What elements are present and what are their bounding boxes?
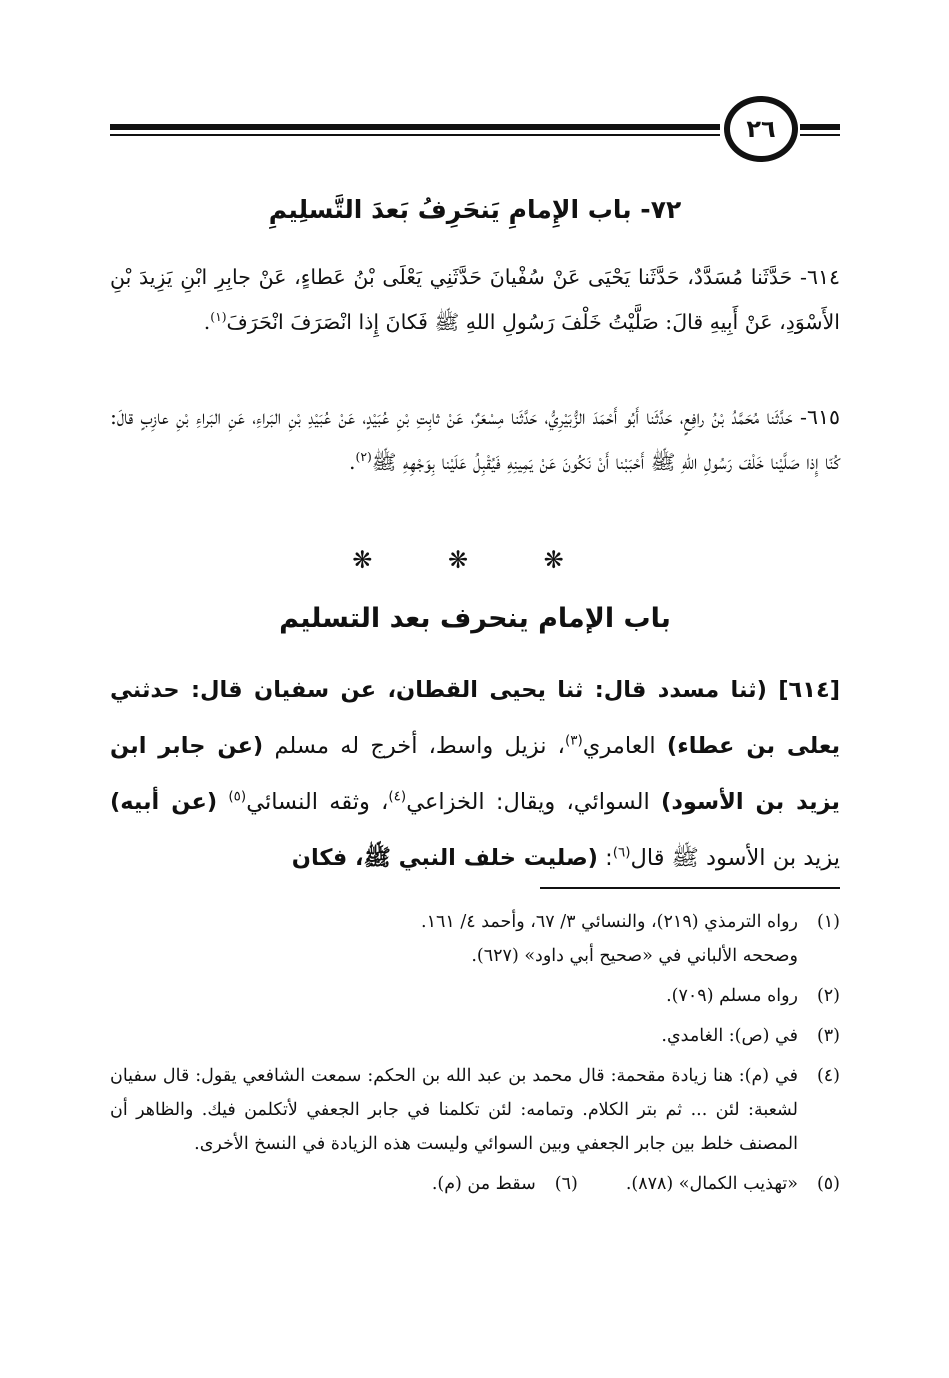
hadith-615 <box>110 395 840 485</box>
commentary-title: باب الإمام ينحرف بعد التسليم <box>279 603 671 634</box>
hadith-614 <box>110 255 840 345</box>
commentary-text-part: السوائي، ويقال: الخزاعي <box>406 789 662 815</box>
commentary-quote: (صليت خلف النبي ﷺ، فكان <box>291 845 598 871</box>
footnote-text: سقط من (م). <box>431 1174 536 1194</box>
footnote-text: «تهذيب الكمال» (٨٧٨). <box>625 1174 798 1194</box>
commentary-text-part <box>217 789 228 815</box>
footnote-text: رواه مسلم (٧٠٩). <box>666 986 798 1006</box>
hadith-615-end: . <box>348 450 356 474</box>
commentary-text <box>110 662 840 886</box>
footnote-number: (٣) <box>816 1026 840 1046</box>
commentary-text-part: ، نزيل واسط، أخرج له مسلم <box>263 733 565 759</box>
footnote-ref-6: (٦) <box>612 844 631 861</box>
footnote-ref-2: (٢) <box>355 450 372 465</box>
footnote-1 <box>110 905 840 973</box>
footnote-ref-5: (٥) <box>228 788 247 805</box>
page-number-badge: ٢٦ <box>724 96 798 162</box>
commentary-quote: [٦١٤] (ثنا مسدد قال: ثنا يحيى القطان، عن سفيان قال: حدثني يعلى بن عطاء) <box>110 677 841 759</box>
footnote-number: (٢) <box>816 986 840 1006</box>
footnote-5 <box>626 1167 840 1201</box>
footnote-number: (١) <box>816 912 840 932</box>
footnote-number: (٤) <box>816 1066 840 1086</box>
footnote-text: وصححه الألباني في «صحيح أبي داود» (٦٢٧). <box>471 946 798 966</box>
commentary-quote: (عن أبيه) <box>110 789 218 815</box>
footnotes <box>110 905 840 1201</box>
commentary-text-part: العامري <box>582 733 667 759</box>
footnote-4 <box>110 1059 840 1161</box>
hadith-615-text: ٦١٥- حَدَّثَنا مُحَمَّدُ بْنُ رافِعٍ، حَدَّثَنا أَبُو أَحْمَدَ الزُّبَيْرِيُّ، حَدَّثَنا مِسْعَرٌ، عَنْ ثابِتِ بْنِ عُبَيْدٍ، عَنْ عُبَيْدِ بْنِ البَراءِ، عَنِ البَراءِ بْنِ عازِبٍ قالَ: كُنّا إِذا صَلَّيْنا خَلْفَ رَسُولِ اللهِ ﷺ أَحْبَبْنا أَنْ نَكُونَ عَنْ يَمِينِهِ فَيُقْبِلُ عَلَيْنا بِوَجْهِهِ ﷺ <box>110 405 840 474</box>
footnote-3 <box>110 1019 840 1053</box>
header-rule-tail <box>800 124 840 138</box>
chapter-title: ٧٢- باب الإِمامِ يَنحَرِفُ بَعدَ التَّسلِيمِ <box>268 195 682 224</box>
hadith-614-end: . <box>203 310 211 334</box>
footnote-text: رواه الترمذي (٢١٩)، والنسائي ٣/ ٦٧، وأحمد ٤/ ١٦١. <box>421 912 798 932</box>
footnote-divider <box>540 887 840 889</box>
commentary-text-part: ، وثقه النسائي <box>246 789 389 815</box>
hadith-614-text: ٦١٤- حَدَّثَنا مُسَدَّدٌ، حَدَّثَنا يَحْيَى عَنْ سُفْيانَ حَدَّثَنِي يَعْلَى بْنُ عَطاءٍ، عَنْ جابِرِ ابْنِ يَزِيدَ بْنِ الأَسْوَدِ، عَنْ أَبِيهِ قالَ: صَلَّيْتُ خَلْفَ رَسُولِ اللهِ ﷺ فَكانَ إِذا انْصَرَفَ انْحَرَفَ <box>110 265 840 334</box>
footnote-ref-4: (٤) <box>388 788 407 805</box>
footnote-number: (٦) <box>554 1174 578 1194</box>
footnote-text: في (م): هنا زيادة مقحمة: قال محمد بن عبد الله بن الحكم: سمعت الشافعي يقول: قال سفيان لشعبة: لئن ... ثم بتر الكلام. وتمامه: لئن تكلمنا في جابر الجعفي لأتكلمن فيك. والظاهر أن المصنف خلط بين جابر الجعفي وبين السوائي وليست هذه الزيادة في النسخ الأخرى. <box>110 1066 798 1154</box>
footnote-6 <box>432 1167 578 1201</box>
footnote-ref-3: (٣) <box>564 732 583 749</box>
footnote-number: (٥) <box>816 1174 840 1194</box>
commentary-text-part: يزيد بن الأسود ﷺ قال <box>630 845 840 871</box>
footnote-text: في (ص): الغامدي. <box>661 1026 798 1046</box>
section-separator: ❋ ❋ ❋ <box>352 546 598 574</box>
commentary-text-part: : <box>597 845 613 871</box>
footnote-ref-1: (١) <box>210 310 227 325</box>
footnote-2 <box>110 979 840 1013</box>
footnote-row-5-6 <box>110 1167 840 1201</box>
commentary-quote: (عن جابر ابن يزيد بن الأسود) <box>110 733 840 815</box>
header-rule <box>110 122 720 140</box>
